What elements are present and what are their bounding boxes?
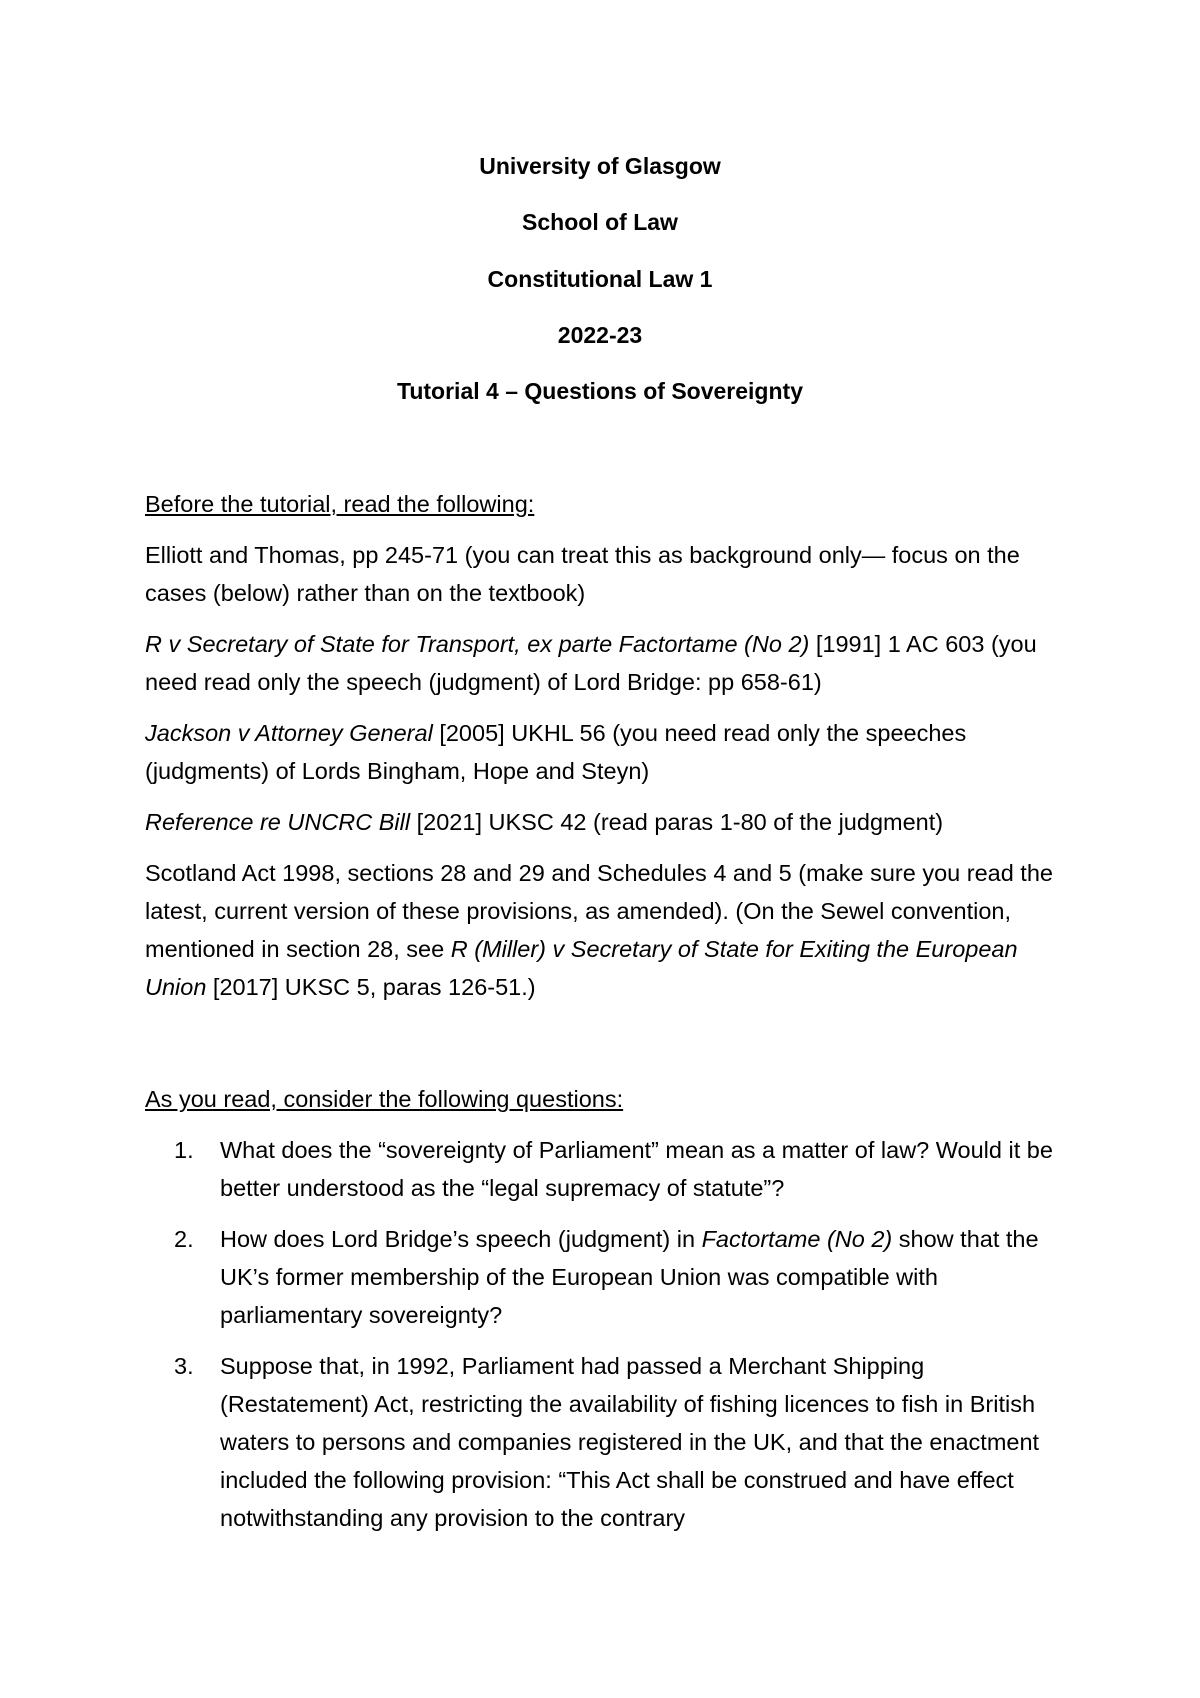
question-number: 1. [174, 1137, 194, 1163]
university-name: University of Glasgow [479, 153, 721, 179]
case-citation: [2017] UKSC 5, paras 126-51.) [206, 974, 536, 1000]
question-text: Suppose that, in 1992, Parliament had passed a Merchant Shipping (Restatement) Act, restricting the availability of fishing licences to fish in British waters to persons and companies registered in the UK, and that the enactment included the following provision: “This Act shall be construed and have effect notwithstanding any provision to the contrary [220, 1353, 1040, 1531]
reading-item-jackson [145, 714, 1075, 790]
course-title: Constitutional Law 1 [487, 266, 713, 292]
question-text: How does Lord Bridge’s speech (judgment) in [220, 1226, 702, 1252]
questions-list [145, 1131, 1075, 1537]
questions-section [145, 1080, 1075, 1550]
tutorial-title: Tutorial 4 – Questions of Sovereignty [397, 378, 803, 404]
questions-heading: As you read, consider the following questions: [145, 1086, 624, 1112]
reading-text: Scotland Act 1998, sections 28 and 29 and Schedules 4 and 5 (make sure you read the latest, current version of these provisions, as amended). (On the Sewel convention, mentioned in section 28, see [145, 860, 1053, 962]
question-number: 2. [174, 1226, 194, 1252]
case-name: Reference re UNCRC Bill [145, 809, 411, 835]
school-name: School of Law [522, 209, 678, 235]
question-number: 3. [174, 1353, 194, 1379]
case-citation: [2021] UKSC 42 (read paras 1-80 of the judgment) [410, 809, 944, 835]
reading-item-factortame [145, 625, 1075, 701]
case-name: R v Secretary of State for Transport, ex parte Factortame (No 2) [145, 631, 810, 657]
academic-year: 2022-23 [557, 322, 643, 348]
question-text: What does the “sovereignty of Parliament” mean as a matter of law? Would it be better understood as the “legal supremacy of statute”? [220, 1137, 1053, 1201]
reading-text: Elliott and Thomas, pp 245-71 (you can treat this as background only— focus on the cases (below) rather than on the textbook) [145, 542, 1020, 606]
question-item [145, 1347, 1075, 1537]
reading-item-scotland-act [145, 854, 1075, 1006]
reading-heading: Before the tutorial, read the following: [145, 491, 535, 517]
question-item [145, 1220, 1075, 1334]
reading-item-uncrc [145, 803, 1075, 841]
case-name: R (Miller) v Secretary of State for Exiting the European Union [145, 936, 1018, 1000]
question-text: show that the UK’s former membership of the European Union was compatible with parliamentary sovereignty? [220, 1226, 1039, 1328]
case-name: Factortame (No 2) [701, 1226, 893, 1252]
reading-item-textbook [145, 536, 1075, 612]
case-citation: [2005] UKHL 56 (you need read only the speeches (judgments) of Lords Bingham, Hope and Steyn) [145, 720, 967, 784]
case-citation: [1991] 1 AC 603 (you need read only the speech (judgment) of Lord Bridge: pp 658-61) [145, 631, 1037, 695]
reading-section [145, 485, 1075, 1019]
case-name: Jackson v Attorney General [145, 720, 433, 746]
question-item [145, 1131, 1075, 1207]
